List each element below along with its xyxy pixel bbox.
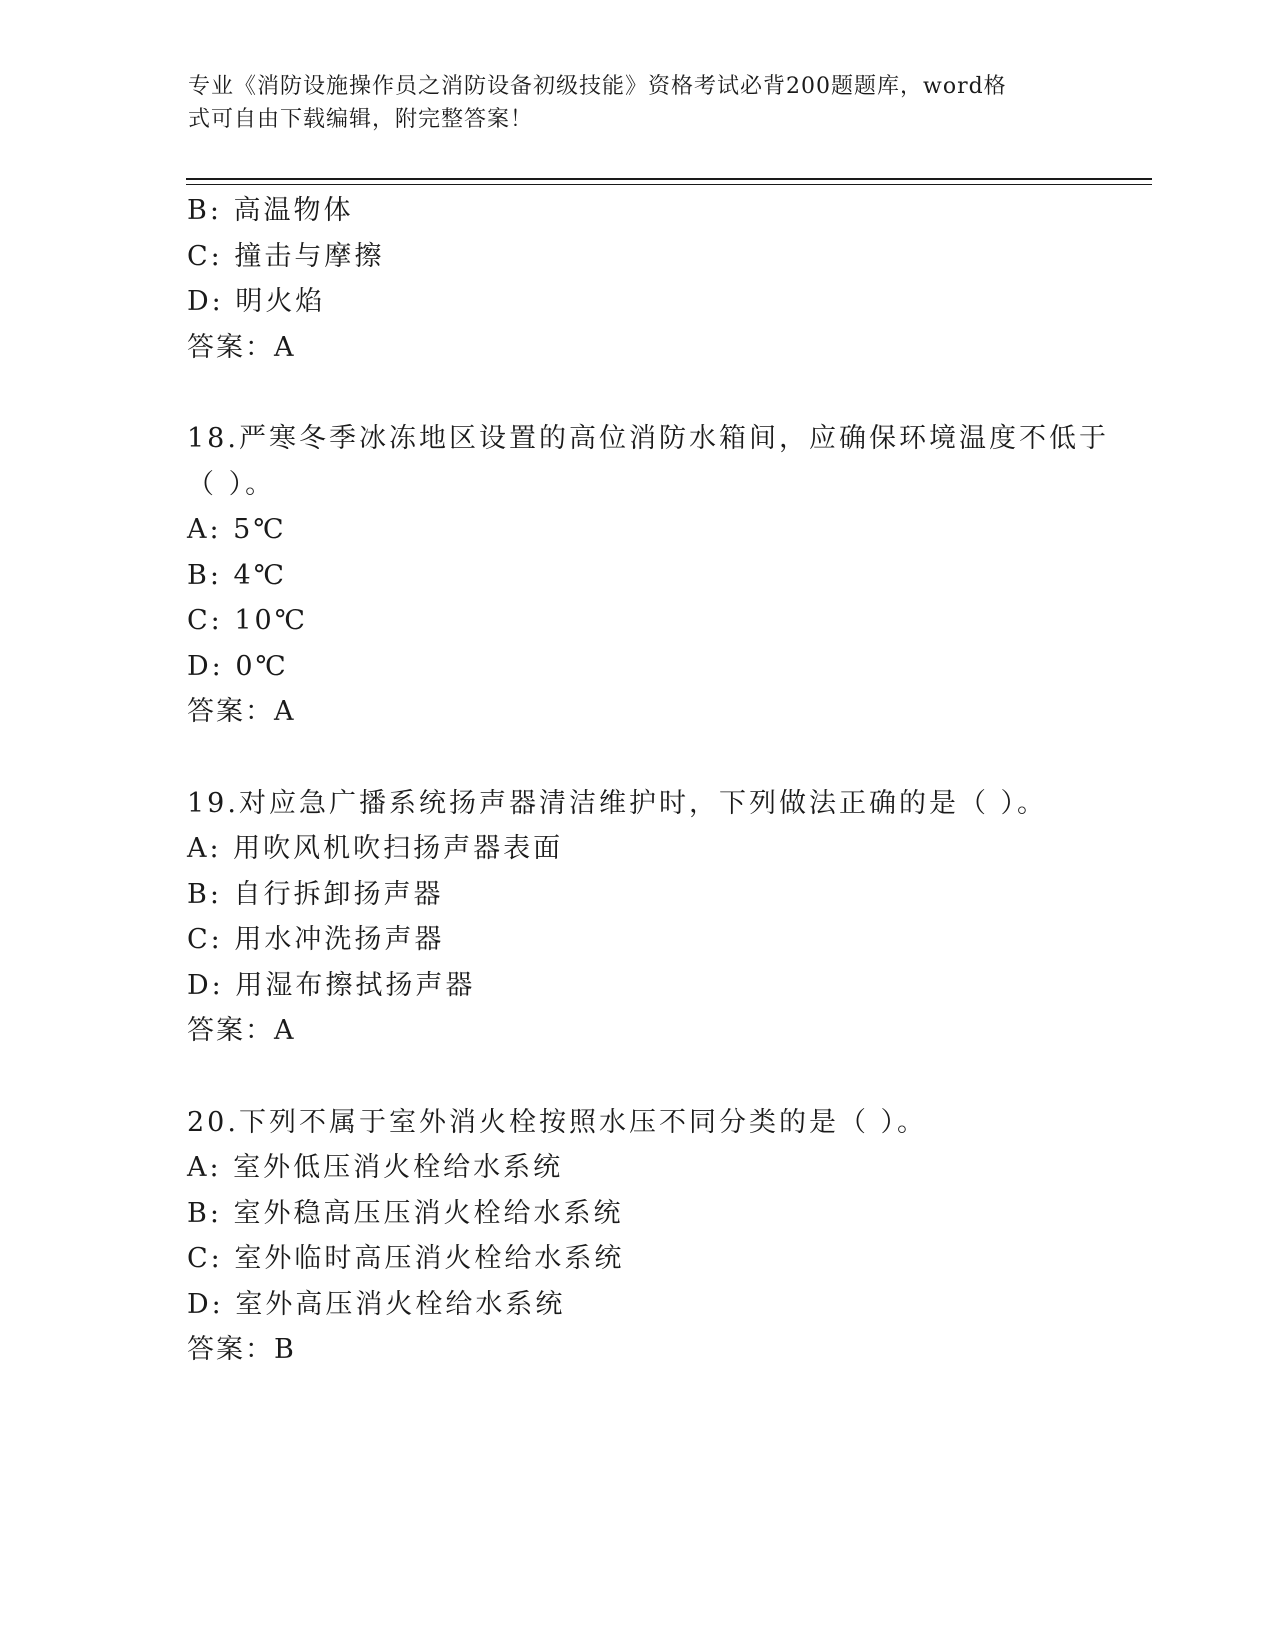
option-d: D: 室外高压消火栓给水系统	[187, 1288, 566, 1320]
option-a: A: 室外低压消火栓给水系统	[187, 1152, 564, 1183]
answer: 答案：A	[187, 696, 296, 727]
option-d: D: 明火焰	[187, 286, 326, 317]
question-stem-continued: （ ）。	[187, 468, 276, 500]
option-a: A: 5℃	[187, 514, 287, 545]
question-stem: 18.严寒冬季冰冻地区设置的高位消防水箱间，应确保环境温度不低于	[187, 423, 1109, 454]
question-17-continued	[187, 188, 1087, 370]
question-20	[187, 1100, 1087, 1373]
header-line-1: 专业《消防设施操作员之消防设备初级技能》资格考试必背200题题库，word格	[188, 74, 1007, 99]
option-d: D: 用湿布擦拭扬声器	[187, 969, 476, 1001]
option-b: B: 4℃	[187, 559, 287, 591]
option-b: B: 室外稳高压压消火栓给水系统	[187, 1197, 624, 1229]
option-d: D: 0℃	[187, 650, 289, 682]
header-divider-thick	[186, 178, 1152, 180]
option-c: C: 10℃	[187, 605, 308, 636]
question-stem: 19.对应急广播系统扬声器清洁维护时，下列做法正确的是（ ）。	[187, 787, 1048, 819]
option-a: A: 用吹风机吹扫扬声器表面	[187, 833, 564, 864]
option-c: C: 用水冲洗扬声器	[187, 924, 445, 955]
page-header	[188, 70, 1068, 136]
answer: 答案：A	[187, 331, 296, 363]
answer: 答案：B	[187, 1334, 296, 1365]
document-body	[187, 188, 1109, 1373]
option-c: C: 室外临时高压消火栓给水系统	[187, 1243, 625, 1274]
question-19	[187, 781, 1087, 1054]
option-b: B: 高温物体	[187, 195, 354, 226]
option-b: B: 自行拆卸扬声器	[187, 878, 444, 910]
question-stem: 20.下列不属于室外消火栓按照水压不同分类的是（ ）。	[187, 1106, 928, 1138]
question-18	[187, 416, 1109, 735]
header-divider-thin	[186, 184, 1152, 185]
answer: 答案：A	[187, 1015, 296, 1046]
option-c: C: 撞击与摩擦	[187, 240, 385, 272]
header-line-2: 式可自由下载编辑，附完整答案！	[188, 107, 534, 132]
